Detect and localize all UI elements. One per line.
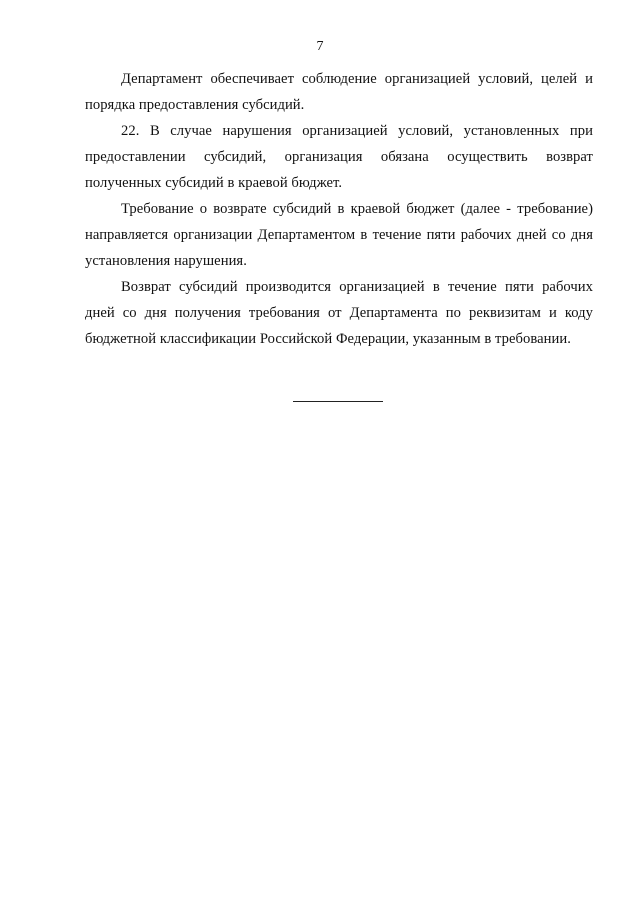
paragraph-clause-22: 22. В случае нарушения организацией условий, установленных при предоставлении субсидий, организация обязана осуществить возврат полученных субсидий в краевой бюджет. (85, 123, 593, 191)
paragraph-return-requirement: Требование о возврате субсидий в краевой бюджет (далее - требование) направляется организации Департаментом в течение пяти рабочих дней со дня установления нарушения. (85, 201, 593, 269)
end-divider (293, 401, 383, 402)
page-number: 7 (316, 39, 324, 54)
paragraph-return-procedure: Возврат субсидий производится организацией в течение пяти рабочих дней со дня получения требования от Департамента по реквизитам и коду бюджетной классификации Российской Федерации, указанным в требовании. (85, 279, 593, 347)
paragraph-department-compliance: Департамент обеспечивает соблюдение организацией условий, целей и порядка предоставления субсидий. (85, 71, 593, 113)
document-body (85, 66, 593, 352)
